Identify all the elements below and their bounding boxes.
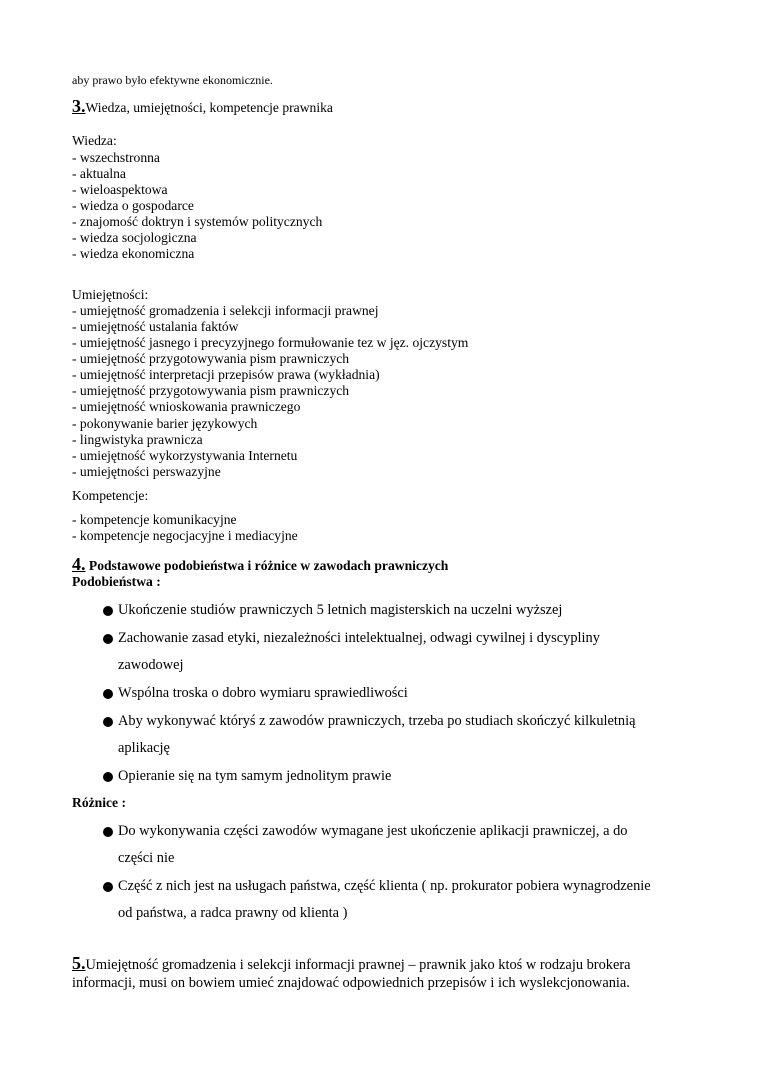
- section4-heading: [72, 554, 448, 575]
- list-item: - wiedza ekonomiczna: [72, 246, 195, 261]
- section3-number: 3.: [72, 96, 86, 116]
- list-item: Aby wykonywać któryś z zawodów prawniczych, trzeba po studiach skończyć kilkuletnią: [118, 713, 636, 729]
- list-item-continuation: aplikację: [118, 740, 170, 756]
- list-item: - umiejętność przygotowywania pism prawniczych: [72, 351, 350, 366]
- section4-title: Podstawowe podobieństwa i różnice w zawodach prawniczych: [85, 558, 449, 573]
- list-item: - umiejętności perswazyjne: [72, 464, 221, 479]
- list-item: - wiedza socjologiczna: [72, 230, 197, 245]
- wiedza-heading: Wiedza:: [72, 133, 117, 148]
- list-item: - umiejętność interpretacji przepisów prawa (wykładnia): [72, 367, 380, 382]
- bullet-icon: [103, 606, 113, 616]
- intro-line: aby prawo było efektywne ekonomicznie.: [72, 73, 273, 87]
- list-item: Do wykonywania części zawodów wymagane jest ukończenie aplikacji prawniczej, a do: [118, 823, 628, 839]
- list-item: Ukończenie studiów prawniczych 5 letnich magisterskich na uczelni wyższej: [118, 602, 563, 618]
- bullet-icon: [103, 634, 113, 644]
- list-item: - umiejętność gromadzenia i selekcji informacji prawnej: [72, 303, 379, 318]
- list-item: Opieranie się na tym samym jednolitym prawie: [118, 768, 392, 784]
- umiejetnosci-heading: Umiejętności:: [72, 287, 149, 302]
- section3-heading: [72, 96, 333, 117]
- kompetencje-heading: Kompetencje:: [72, 488, 149, 503]
- bullet-icon: [103, 827, 113, 837]
- similarities-heading: Podobieństwa :: [72, 574, 161, 589]
- list-item: - lingwistyka prawnicza: [72, 432, 203, 447]
- section3-title: Wiedza, umiejętności, kompetencje prawnika: [85, 100, 333, 115]
- list-item: Część z nich jest na usługach państwa, część klienta ( np. prokurator pobiera wynagrodzenie: [118, 878, 651, 894]
- section5-line2: informacji, musi on bowiem umieć znajdować odpowiednich przepisów i ich wyslekcjonowania.: [72, 975, 630, 991]
- list-item: - kompetencje komunikacyjne: [72, 512, 237, 527]
- bullet-icon: [103, 772, 113, 782]
- list-item: - pokonywanie barier językowych: [72, 416, 258, 431]
- bullet-icon: [103, 689, 113, 699]
- list-item: - umiejętność wnioskowania prawniczego: [72, 399, 301, 414]
- list-item: - kompetencje negocjacyjne i mediacyjne: [72, 528, 298, 543]
- section5-paragraph: [72, 953, 631, 974]
- list-item: - wiedza o gospodarce: [72, 198, 194, 213]
- list-item: - umiejętność wykorzystywania Internetu: [72, 448, 298, 463]
- list-item: - aktualna: [72, 166, 126, 181]
- list-item: - wszechstronna: [72, 150, 160, 165]
- section4-number: 4.: [72, 554, 86, 574]
- list-item: Wspólna troska o dobro wymiaru sprawiedliwości: [118, 685, 408, 701]
- list-item: - umiejętność jasnego i precyzyjnego formułowanie tez w jęz. ojczystym: [72, 335, 469, 350]
- list-item: Zachowanie zasad etyki, niezależności intelektualnej, odwagi cywilnej i dyscypliny: [118, 630, 600, 646]
- list-item-continuation: części nie: [118, 850, 175, 866]
- list-item: - umiejętność ustalania faktów: [72, 319, 239, 334]
- list-item-continuation: zawodowej: [118, 657, 184, 673]
- section5-line1: Umiejętność gromadzenia i selekcji informacji prawnej – prawnik jako ktoś w rodzaju brokera: [85, 957, 631, 973]
- section5-number: 5.: [72, 953, 86, 973]
- differences-heading: Różnice :: [72, 795, 126, 810]
- list-item-continuation: od państwa, a radca prawny od klienta ): [118, 905, 348, 921]
- list-item: - znajomość doktryn i systemów politycznych: [72, 214, 323, 229]
- bullet-icon: [103, 882, 113, 892]
- bullet-icon: [103, 717, 113, 727]
- list-item: - wieloaspektowa: [72, 182, 168, 197]
- list-item: - umiejętność przygotowywania pism prawniczych: [72, 383, 350, 398]
